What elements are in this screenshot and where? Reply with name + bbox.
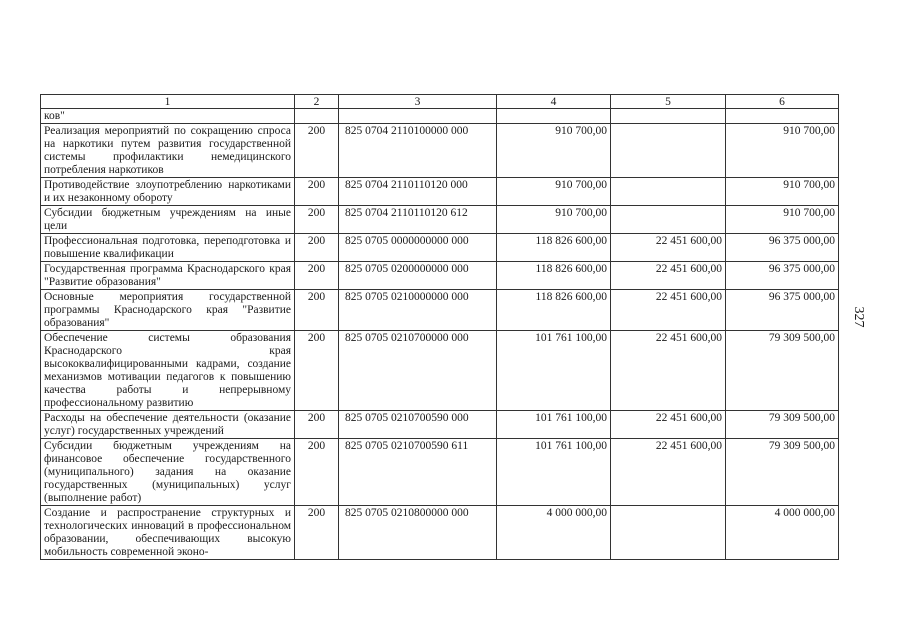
column-header: 2 bbox=[295, 95, 339, 109]
row-name-cell: Создание и распространение структурных и технологических инноваций в профессиональном образовании, обеспечивающих высокую мобильность современной эконо- bbox=[41, 506, 295, 560]
column-header: 3 bbox=[339, 95, 497, 109]
column-header: 4 bbox=[497, 95, 611, 109]
row-amount-col4-cell: 4 000 000,00 bbox=[497, 506, 611, 560]
table-row bbox=[41, 411, 839, 439]
row-name-cell: Основные мероприятия государственной программы Краснодарского края "Развитие образования" bbox=[41, 290, 295, 331]
row-amount-col4-cell: 118 826 600,00 bbox=[497, 290, 611, 331]
row-amount-col6-cell: 96 375 000,00 bbox=[726, 290, 839, 331]
table-row bbox=[41, 262, 839, 290]
table-row bbox=[41, 178, 839, 206]
row-classification-code-cell: 825 0704 2110110120 612 bbox=[339, 206, 497, 234]
row-amount-col6-cell: 79 309 500,00 bbox=[726, 439, 839, 506]
row-code-200-cell: 200 bbox=[295, 331, 339, 411]
row-amount-col4-cell: 118 826 600,00 bbox=[497, 234, 611, 262]
row-classification-code-cell: 825 0705 0200000000 000 bbox=[339, 262, 497, 290]
column-number-row bbox=[41, 95, 839, 109]
page-number: 327 bbox=[851, 306, 866, 328]
row-amount-col5-cell: 22 451 600,00 bbox=[611, 262, 726, 290]
row-amount-col6-cell bbox=[726, 109, 839, 124]
row-name-cell: ков" bbox=[41, 109, 295, 124]
table-row bbox=[41, 439, 839, 506]
row-name-cell: Субсидии бюджетным учреждениям на финансовое обеспечение государственного (муниципального) задания на оказание государственных (муниципальных) услуг (выполнение работ) bbox=[41, 439, 295, 506]
row-name-cell: Профессиональная подготовка, переподготовка и повышение квалификации bbox=[41, 234, 295, 262]
row-name-cell: Реализация мероприятий по сокращению спроса на наркотики путем развития государственной системы профилактики немедицинского потребления наркотиков bbox=[41, 124, 295, 178]
row-amount-col5-cell: 22 451 600,00 bbox=[611, 411, 726, 439]
row-amount-col5-cell bbox=[611, 206, 726, 234]
table-row bbox=[41, 331, 839, 411]
row-amount-col4-cell bbox=[497, 109, 611, 124]
row-code-200-cell: 200 bbox=[295, 411, 339, 439]
row-amount-col5-cell bbox=[611, 109, 726, 124]
row-code-200-cell: 200 bbox=[295, 124, 339, 178]
row-amount-col6-cell: 910 700,00 bbox=[726, 124, 839, 178]
table-row bbox=[41, 506, 839, 560]
table-row bbox=[41, 206, 839, 234]
row-amount-col5-cell bbox=[611, 506, 726, 560]
row-amount-col5-cell: 22 451 600,00 bbox=[611, 439, 726, 506]
row-amount-col6-cell: 79 309 500,00 bbox=[726, 331, 839, 411]
row-name-cell: Расходы на обеспечение деятельности (оказание услуг) государственных учреждений bbox=[41, 411, 295, 439]
row-code-200-cell bbox=[295, 109, 339, 124]
row-amount-col5-cell bbox=[611, 124, 726, 178]
row-classification-code-cell: 825 0705 0210700590 000 bbox=[339, 411, 497, 439]
row-name-cell: Субсидии бюджетным учреждениям на иные цели bbox=[41, 206, 295, 234]
row-amount-col4-cell: 910 700,00 bbox=[497, 124, 611, 178]
row-classification-code-cell: 825 0705 0210000000 000 bbox=[339, 290, 497, 331]
table-row bbox=[41, 109, 839, 124]
row-amount-col5-cell: 22 451 600,00 bbox=[611, 290, 726, 331]
row-amount-col4-cell: 101 761 100,00 bbox=[497, 439, 611, 506]
row-amount-col6-cell: 910 700,00 bbox=[726, 206, 839, 234]
row-amount-col6-cell: 96 375 000,00 bbox=[726, 262, 839, 290]
row-amount-col6-cell: 79 309 500,00 bbox=[726, 411, 839, 439]
row-amount-col4-cell: 101 761 100,00 bbox=[497, 331, 611, 411]
row-code-200-cell: 200 bbox=[295, 178, 339, 206]
row-classification-code-cell bbox=[339, 109, 497, 124]
row-code-200-cell: 200 bbox=[295, 234, 339, 262]
row-code-200-cell: 200 bbox=[295, 506, 339, 560]
row-amount-col5-cell: 22 451 600,00 bbox=[611, 331, 726, 411]
row-code-200-cell: 200 bbox=[295, 290, 339, 331]
row-amount-col6-cell: 910 700,00 bbox=[726, 178, 839, 206]
row-classification-code-cell: 825 0704 2110110120 000 bbox=[339, 178, 497, 206]
budget-table bbox=[40, 94, 839, 560]
table-row bbox=[41, 290, 839, 331]
column-header: 5 bbox=[611, 95, 726, 109]
row-amount-col4-cell: 910 700,00 bbox=[497, 178, 611, 206]
row-amount-col5-cell bbox=[611, 178, 726, 206]
row-classification-code-cell: 825 0705 0210700590 611 bbox=[339, 439, 497, 506]
row-code-200-cell: 200 bbox=[295, 206, 339, 234]
column-header: 6 bbox=[726, 95, 839, 109]
column-header: 1 bbox=[41, 95, 295, 109]
row-amount-col4-cell: 118 826 600,00 bbox=[497, 262, 611, 290]
row-amount-col6-cell: 4 000 000,00 bbox=[726, 506, 839, 560]
row-amount-col4-cell: 101 761 100,00 bbox=[497, 411, 611, 439]
table-row bbox=[41, 124, 839, 178]
table-row bbox=[41, 234, 839, 262]
row-amount-col4-cell: 910 700,00 bbox=[497, 206, 611, 234]
row-amount-col6-cell: 96 375 000,00 bbox=[726, 234, 839, 262]
row-name-cell: Государственная программа Краснодарского края "Развитие образования" bbox=[41, 262, 295, 290]
row-name-cell: Обеспечение системы образования Краснодарского края высококвалифицированными кадрами, создание механизмов мотивации педагогов к повышению качества работы и непрерывному профессиональному развитию bbox=[41, 331, 295, 411]
row-classification-code-cell: 825 0704 2110100000 000 bbox=[339, 124, 497, 178]
row-amount-col5-cell: 22 451 600,00 bbox=[611, 234, 726, 262]
row-name-cell: Противодействие злоупотреблению наркотиками и их незаконному обороту bbox=[41, 178, 295, 206]
row-code-200-cell: 200 bbox=[295, 262, 339, 290]
row-classification-code-cell: 825 0705 0000000000 000 bbox=[339, 234, 497, 262]
row-code-200-cell: 200 bbox=[295, 439, 339, 506]
row-classification-code-cell: 825 0705 0210700000 000 bbox=[339, 331, 497, 411]
row-classification-code-cell: 825 0705 0210800000 000 bbox=[339, 506, 497, 560]
